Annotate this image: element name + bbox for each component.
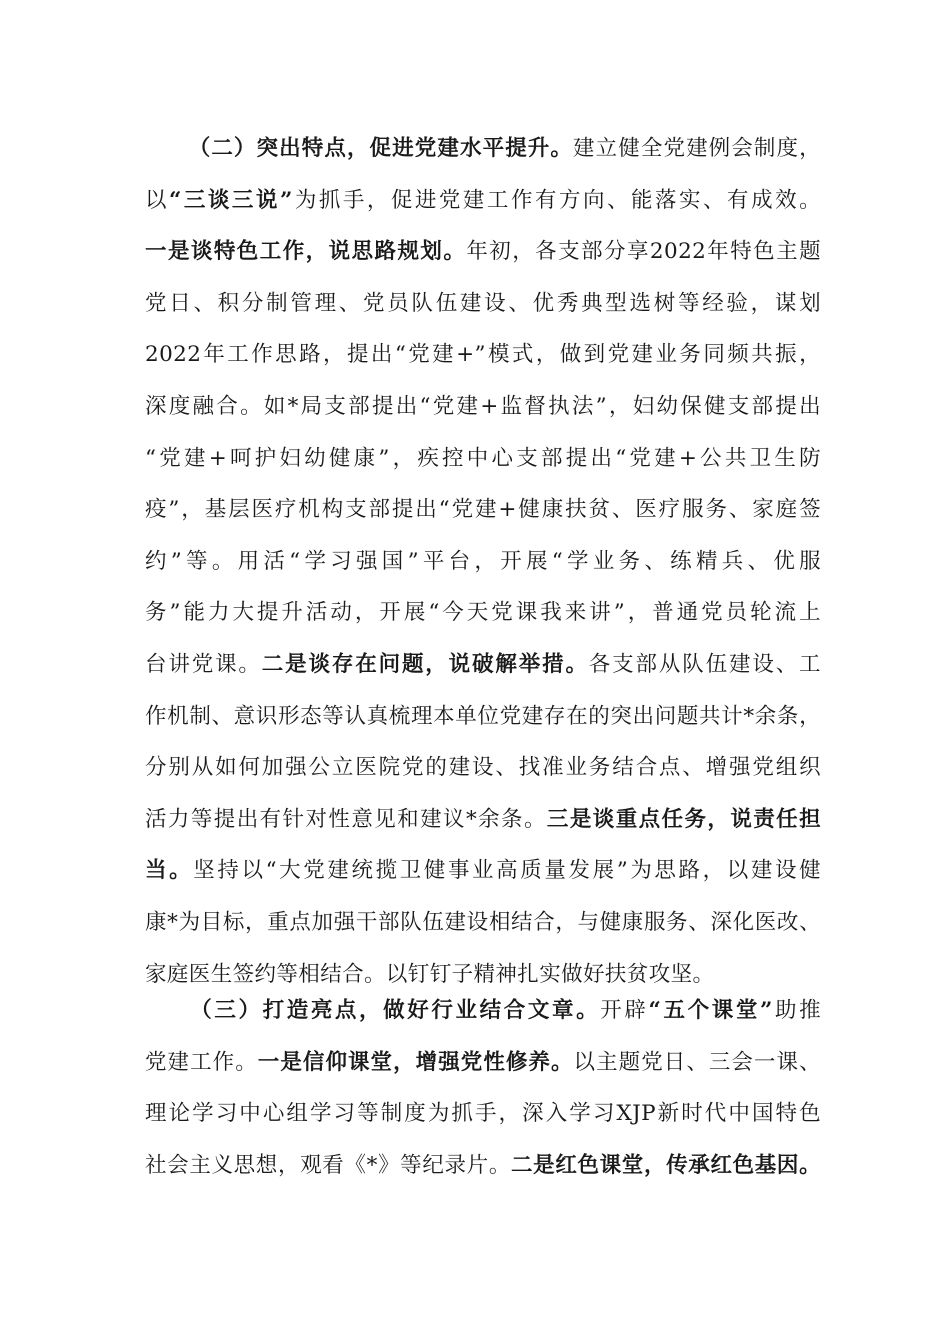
text-run: 疫”，基层医疗机构支部提出“党建+健康扶贫、医疗服务、家庭签 xyxy=(145,497,821,523)
text-run: 为抓手，促进党建工作有方向、能落实、有成效。 xyxy=(292,187,821,213)
text-run: 台讲党课。 xyxy=(145,651,262,677)
text-line xyxy=(145,484,821,536)
text-run: 作机制、意识形态等认真梳理本单位党建存在的突出问题共计*余条， xyxy=(145,703,821,729)
text-run: 各支部从队伍建设、工 xyxy=(588,651,821,677)
text-run: 活力等提出有针对性意见和建议*余条。 xyxy=(145,806,547,832)
bold-text-run: 一是谈特色工作，说思路规划。 xyxy=(145,239,467,265)
bold-text-run: 二是红色课堂，传承红色基因。 xyxy=(511,1152,821,1178)
bold-text-run: 当。 xyxy=(145,858,194,884)
bold-text-run: 三是谈重点任务，说责任担 xyxy=(546,806,822,832)
text-line xyxy=(145,1037,821,1089)
text-run: 党日、积分制管理、党员队伍建设、优秀典型选树等经验，谋划 xyxy=(145,290,821,316)
text-run: 深度融合。如*局支部提出“党建+监督执法”，妇幼保健支部提出 xyxy=(145,393,821,419)
text-run: 以主题党日、三会一课、 xyxy=(573,1049,821,1075)
bold-text-run: 一是信仰课堂，增强党性修养。 xyxy=(257,1049,574,1075)
text-line xyxy=(145,1140,821,1192)
paragraph-section-2 xyxy=(145,123,821,1000)
paragraph-section-3 xyxy=(145,985,821,1191)
text-line xyxy=(145,639,821,691)
bold-text-run: （二）突出特点，促进党建水平提升。 xyxy=(188,136,574,161)
text-run: 2022年工作思路，提出“党建+”模式，做到党建业务同频共振， xyxy=(145,342,821,368)
text-line xyxy=(145,536,821,588)
text-run: 年初，各支部分享2022年特色主题 xyxy=(466,239,821,265)
text-line xyxy=(145,587,821,639)
text-line xyxy=(145,985,821,1037)
bold-text-run: “三谈三说” xyxy=(169,187,293,213)
text-run: 开辟 xyxy=(600,998,649,1023)
text-line xyxy=(145,691,821,743)
text-run: 坚持以“大党建统揽卫健事业高质量发展”为思路，以建设健 xyxy=(193,858,821,884)
text-run: 约”等。用活“学习强国”平台，开展“学业务、练精兵、优服 xyxy=(145,548,821,574)
text-line xyxy=(145,897,821,949)
text-run: 以 xyxy=(145,187,170,213)
text-line xyxy=(145,433,821,485)
text-line xyxy=(145,329,821,381)
bold-text-run: 二是谈存在问题，说破解举措。 xyxy=(261,651,589,677)
bold-text-run: “五个课堂” xyxy=(648,998,773,1023)
text-run: 康*为目标，重点加强干部队伍建设相结合，与健康服务、深化医改、 xyxy=(145,909,821,935)
text-run: 党建工作。 xyxy=(145,1049,258,1075)
text-run: “党建+呵护妇幼健康”，疾控中心支部提出“党建+公共卫生防 xyxy=(145,445,821,471)
bold-text-run: （三）打造亮点，做好行业结合文章。 xyxy=(188,998,601,1023)
text-line xyxy=(145,123,821,175)
text-run: 理论学习中心组学习等制度为抓手，深入学习XJP新时代中国特色 xyxy=(145,1101,821,1127)
text-line xyxy=(145,742,821,794)
text-run: 务”能力大提升活动，开展“今天党课我来讲”，普通党员轮流上 xyxy=(145,600,821,626)
text-line xyxy=(145,226,821,278)
text-line xyxy=(145,278,821,330)
text-line xyxy=(145,845,821,897)
text-line xyxy=(145,381,821,433)
text-line xyxy=(145,794,821,846)
text-line xyxy=(145,175,821,227)
text-line xyxy=(145,1088,821,1140)
text-run: 建立健全党建例会制度， xyxy=(573,136,821,161)
text-run: 分别从如何加强公立医院党的建设、找准业务结合点、增强党组织 xyxy=(145,755,821,781)
text-run: 社会主义思想，观看《*》等纪录片。 xyxy=(145,1152,511,1178)
text-run: 助推 xyxy=(772,998,821,1023)
text-run: 家庭医生签约等相结合。以钉钉子精神扎实做好扶贫攻坚。 xyxy=(145,961,715,987)
